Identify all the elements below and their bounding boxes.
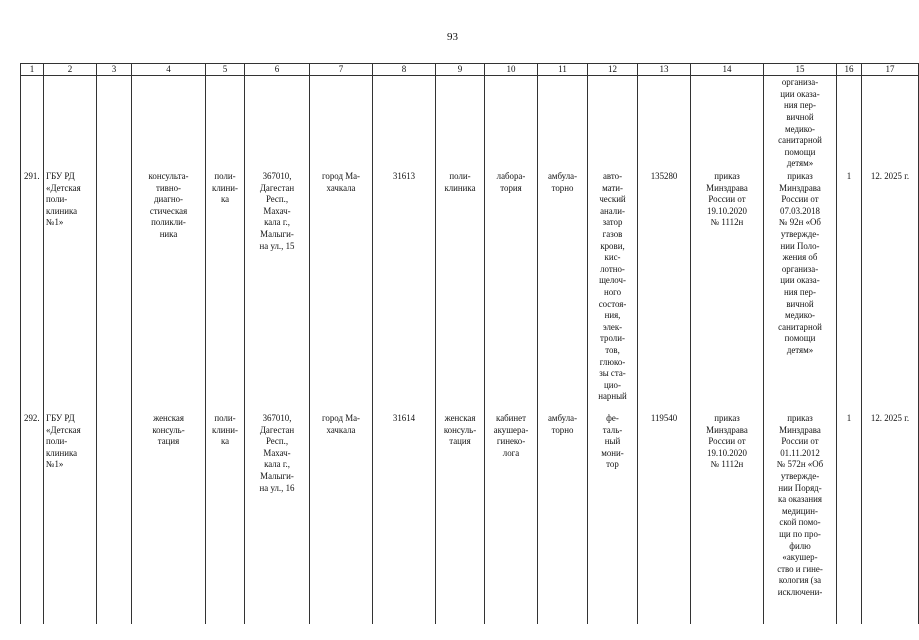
cell-unit: поли- клиника bbox=[436, 170, 485, 412]
header-cell: 8 bbox=[373, 64, 436, 76]
cell-condition: амбула- торно bbox=[538, 412, 588, 624]
header-cell: 12 bbox=[588, 64, 638, 76]
cell-regulation-continued: организа- ции оказа- ния пер- вичной медико- санитарной помощи детям» bbox=[764, 76, 837, 171]
cell-type: поли- клини- ка bbox=[206, 170, 245, 412]
cell-room: лабора- тория bbox=[485, 170, 538, 412]
cell-organization: ГБУ РД «Детская поли- клиника №1» bbox=[44, 412, 97, 624]
cell-code: 31613 bbox=[373, 170, 436, 412]
header-cell: 5 bbox=[206, 64, 245, 76]
cell-room: кабинет акушера- гинеко- лога bbox=[485, 412, 538, 624]
cell-address: 367010, Дагестан Респ., Махач- кала г., Малыги- на ул., 16 bbox=[245, 412, 310, 624]
header-cell: 10 bbox=[485, 64, 538, 76]
header-cell: 14 bbox=[691, 64, 764, 76]
cell-organization: ГБУ РД «Детская поли- клиника №1» bbox=[44, 170, 97, 412]
cell-type: поли- клини- ка bbox=[206, 412, 245, 624]
cell-quantity: 1 bbox=[837, 170, 862, 412]
cell-condition: амбула- торно bbox=[538, 170, 588, 412]
table-row bbox=[21, 412, 919, 624]
equipment-table bbox=[20, 63, 919, 624]
header-cell: 3 bbox=[97, 64, 132, 76]
cell-code: 31614 bbox=[373, 412, 436, 624]
cell-equipment: фе- таль- ный мони- тор bbox=[588, 412, 638, 624]
header-cell: 11 bbox=[538, 64, 588, 76]
cell-city: город Ма- хачкала bbox=[310, 412, 373, 624]
cell-subdivision: женская консуль- тация bbox=[132, 412, 206, 624]
cell-regulation: приказ Минздрава России от 01.11.2012 № 572н «Об утвержде- нии Поряд- ка оказания медицин- ской помо- щи по про- филю «акушер- ство и гине- кология (за исключени- bbox=[764, 412, 837, 624]
header-cell: 1 bbox=[21, 64, 44, 76]
cell-equipment-code: 135280 bbox=[638, 170, 691, 412]
continuation-row bbox=[21, 76, 919, 171]
page-number: 93 bbox=[447, 31, 458, 43]
cell-equipment: авто- мати- ческий анали- затор газов крови, кис- лотно- щелоч- ного состоя- ния, элек- троли- тов, глюко- зы ста- цио- нарный bbox=[588, 170, 638, 412]
cell-city: город Ма- хачкала bbox=[310, 170, 373, 412]
header-cell: 16 bbox=[837, 64, 862, 76]
cell-order: приказ Минздрава России от 19.10.2020 № 1112н bbox=[691, 412, 764, 624]
cell-equipment-code: 119540 bbox=[638, 412, 691, 624]
header-cell: 2 bbox=[44, 64, 97, 76]
cell-row-number: 291. bbox=[21, 170, 44, 412]
header-cell: 17 bbox=[862, 64, 919, 76]
cell-date: 12. 2025 г. bbox=[862, 412, 919, 624]
cell-date: 12. 2025 г. bbox=[862, 170, 919, 412]
table-row bbox=[21, 170, 919, 412]
cell-order: приказ Минздрава России от 19.10.2020 № 1112н bbox=[691, 170, 764, 412]
cell-regulation: приказ Минздрава России от 07.03.2018 № 92н «Об утвержде- нии Поло- жения об организа- ции оказа- ния пер- вичной медико- санитарной помощи детям» bbox=[764, 170, 837, 412]
cell-unit: женская консуль- тация bbox=[436, 412, 485, 624]
cell-col3 bbox=[97, 170, 132, 412]
header-cell: 15 bbox=[764, 64, 837, 76]
header-cell: 9 bbox=[436, 64, 485, 76]
cell-row-number: 292. bbox=[21, 412, 44, 624]
header-cell: 6 bbox=[245, 64, 310, 76]
cell-quantity: 1 bbox=[837, 412, 862, 624]
header-cell: 7 bbox=[310, 64, 373, 76]
cell-subdivision: консульта- тивно- диагно- стическая поликли- ника bbox=[132, 170, 206, 412]
header-cell: 4 bbox=[132, 64, 206, 76]
cell-equipment bbox=[588, 76, 638, 171]
cell-address: 367010, Дагестан Респ., Махач- кала г., Малыги- на ул., 15 bbox=[245, 170, 310, 412]
column-number-row bbox=[21, 64, 919, 76]
header-cell: 13 bbox=[638, 64, 691, 76]
cell-col3 bbox=[97, 412, 132, 624]
